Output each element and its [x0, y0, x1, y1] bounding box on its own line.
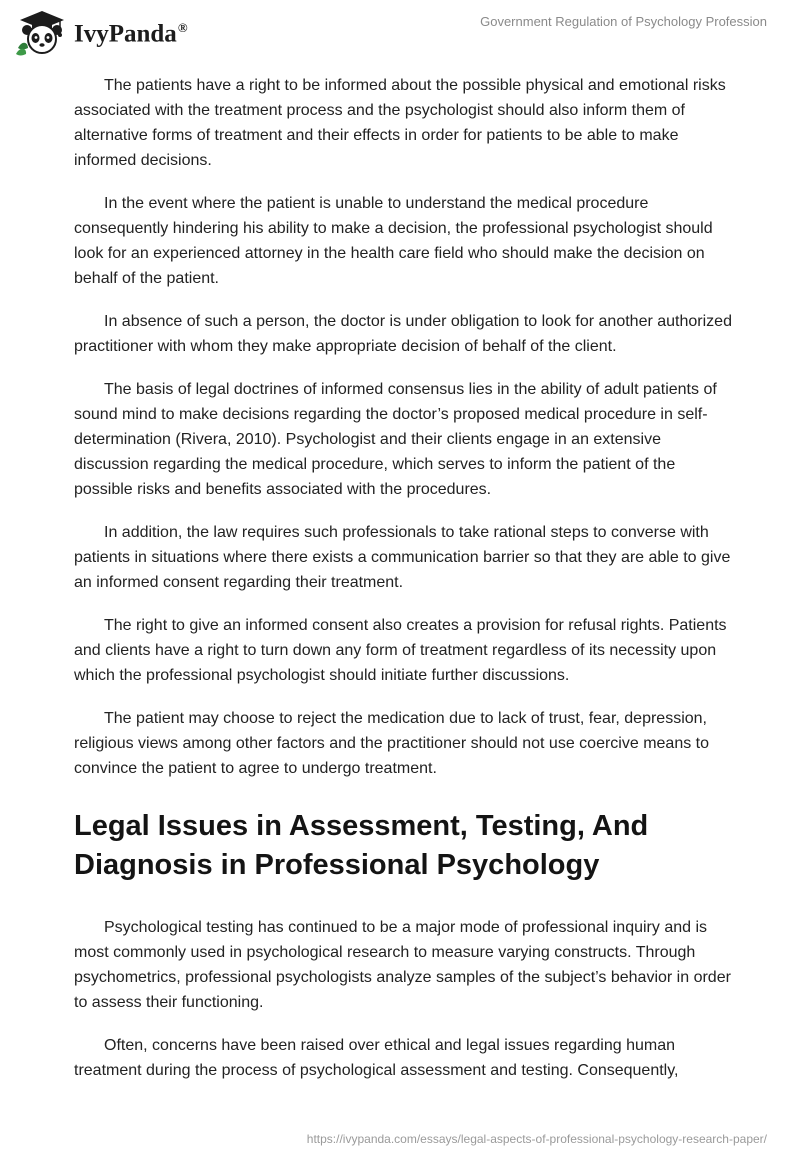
page-header [0, 0, 800, 64]
source-url[interactable]: https://ivypanda.com/essays/legal-aspects-of-professional-psychology-research-paper/ [306, 1132, 767, 1146]
paragraph: In addition, the law requires such professionals to take rational steps to converse with patients in situations where there exists a communication barrier so that they are able to give an informed consent regarding their treatment. [74, 524, 731, 591]
logo-wordmark: IvyPanda® [74, 20, 188, 48]
paragraph: Often, concerns have been raised over ethical and legal issues regarding human treatment during the process of psychological assessment and testing. Consequently, [74, 1037, 679, 1079]
paragraph: The patients have a right to be informed about the possible physical and emotional risks associated with the treatment process and the psychologist should also inform them of alternative forms of treatment and their effects in order for patients to be able to make informed decisions. [74, 77, 726, 169]
paragraph: Psychological testing has continued to be a major mode of professional inquiry and is most commonly used in psychological research to measure varying constructs. Through psychometrics, professional psychologists analyze samples of the subject’s behavior in order to assess their functioning. [74, 919, 731, 1011]
paragraph: In absence of such a person, the doctor is under obligation to look for another authorized practitioner with whom they make appropriate decision of behalf of the client. [74, 313, 732, 355]
ivypanda-logo[interactable] [14, 8, 194, 56]
paragraph: The patient may choose to reject the medication due to lack of trust, fear, depression, religious views among other factors and the practitioner should not use coercive means to convince the patient to agree to undergo treatment. [74, 710, 710, 777]
panda-graduate-icon [14, 8, 70, 56]
paragraph: The basis of legal doctrines of informed consensus lies in the ability of adult patients of sound mind to make decisions regarding the doctor’s proposed medical procedure in self-determination (Rivera, 2010). Psychologist and their clients engage in an extensive discussion regarding the medical procedure, which serves to inform the patient of the possible risks and benefits associated with the procedures. [74, 381, 717, 498]
paragraph: In the event where the patient is unable to understand the medical procedure consequently hindering his ability to make a decision, the professional psychologist should look for an experienced attorney in the health care field who should make the decision on behalf of the patient. [74, 195, 713, 287]
document-title: Government Regulation of Psychology Profession [480, 14, 767, 29]
article-body [74, 73, 734, 1101]
section-heading: Legal Issues in Assessment, Testing, And Diagnosis in Professional Psychology [74, 810, 649, 881]
paragraph: The right to give an informed consent also creates a provision for refusal rights. Patients and clients have a right to turn down any form of treatment regardless of its necessity upon which the professional psychologist should initiate further discussions. [74, 617, 727, 684]
